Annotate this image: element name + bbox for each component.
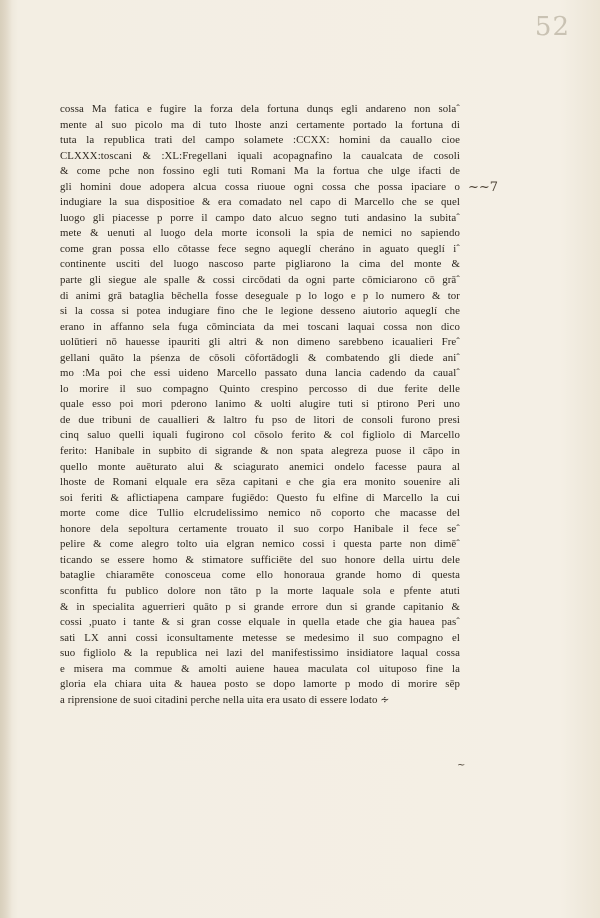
text-line: cossi ,puato i tante & si gran cosse elquale in quella etade che gia hauea pasˆ xyxy=(60,616,460,629)
text-line: mente al suo picolo ma di tuto lhoste anzi certamente portado la fortuna di xyxy=(60,118,460,131)
text-line: quale esso poi mori pderono lanimo & uolti alugire tuti si ptirono Peri uno xyxy=(60,398,460,411)
text-line: cossa Ma fatica e fugire la forza dela fortuna dunqs egli andareno non solaˆ xyxy=(60,103,460,115)
text-line: continente usciti del luogo nascoso parte pigliarono la cima del monte & xyxy=(60,258,460,271)
text-line: suo figliolo & la republica nei lazi del manifestissimo insidiatore laqual cossa xyxy=(60,647,460,660)
text-line: luogo gli piacesse p porre il campo dato alcuo segno tuti andasino la subitaˆ xyxy=(60,211,460,224)
text-line: tuta la republica trati del campo solamete :CCXX: homini da cauallo cioe xyxy=(60,134,460,147)
text-line: CLXXX:toscani & :XL:Fregellani iquali acopagnafino la caualcata de cosoli xyxy=(60,149,460,162)
text-line: cinq saluo quelli iquali fugirono col cōsolo ferito & col figliolo di Marcello xyxy=(60,429,460,442)
text-line: indugiare la sua dispositioe & era comadato nel capo di Marcello che se quel xyxy=(60,196,460,209)
text-line: lo morire il suo compagno Quinto crespino percosso di due ferite delle xyxy=(60,382,460,395)
end-mark: ~ xyxy=(457,760,466,771)
text-line: honore dela sepoltura certamente trouato il suo corpo Hanibale il fece seˆ xyxy=(60,522,460,535)
text-line: si la cossa si potea indugiare fino che le legione desseno aiutorio aqueglí che xyxy=(60,305,460,318)
text-line: parte gli siegue ale spalle & cossi circōdati da ogni parte cōmiciarono cō grāˆ xyxy=(60,274,460,287)
text-line: ferito: Hanibale in supbito di sigrande & non spata alegreza puose il cāpo in xyxy=(60,445,460,458)
text-line: & come pche non fossino egli tuti Romani Ma la fortua che ulge ifacti de xyxy=(60,165,460,178)
text-line: come gran possa ello cōtasse fece segno aqueglí cheráno in aguato queglí iˆ xyxy=(60,242,460,255)
text-line: & in specialita aguerrieri quāto p si grande errore dun si grande capitanio & xyxy=(60,600,460,613)
text-line: sconfitta fu publico dolore non tāto p la morte laquale sola e pfente atuti xyxy=(60,584,460,597)
text-line: erano in affanno sela fuga cōminciata da mei toscani laquai cossa non dico xyxy=(60,320,460,333)
text-line: di animi grā bataglia bēchella fosse deseguale p lo logo e p lo numero & tor xyxy=(60,289,460,302)
folio-number: 52 xyxy=(534,12,570,42)
text-line: ticando se essere homo & stimatore sufficiēte del suo honore della uirtu dele xyxy=(60,553,460,566)
text-line: pelire & come alegro tolto uia elgran nemico cossi i questa parte non dimēˆ xyxy=(60,538,460,551)
text-line: gellani quāto la pśenza de cōsoli cōfortādogli & combatendo gli diede aniˆ xyxy=(60,351,460,364)
text-line: mo :Ma poi che essi uideno Marcello passato duna lancia cadendo da caualˆ xyxy=(60,367,460,380)
text-line: e misera ma commue & amolti auiene hauea maculata col uituposo fine la xyxy=(60,662,460,675)
text-line: morte come dice Tullio elcrudelissimo nemico nō coporto che macasse del xyxy=(60,507,460,520)
body-text xyxy=(60,102,460,708)
text-line: lhoste de Romani elquale era sēza capitani e che gia era monito souenire ali xyxy=(60,476,460,489)
text-line: de due tribuni de cauallieri & laltro fu pso de litori de consoli furono presi xyxy=(60,413,460,426)
text-line: soi feriti & aflictiapena campare fugiēdo: Questo fu elfine di Marcello la cui xyxy=(60,491,460,504)
text-line: gloria ela chiara uita & hauea posto se dopo lamorte p modo di morire sēp xyxy=(60,678,460,691)
text-line: quello monte auēturato alui & sciagurato anemici ondelo facesse paura al xyxy=(60,460,460,473)
text-line: mete & uenuti al luogo dela morte iconsoli la spia de nemici no sapiendo xyxy=(60,227,460,240)
text-line: a riprensione de suoi citadini perche nella uita era usato di essere lodato ∻ xyxy=(60,693,390,706)
text-line: gli homini doue adopera alcua cossa riuoue ogni cossa che possa ipaciare o xyxy=(60,180,460,193)
text-line: sati LX anni cossi iconsultamente metesse se medesimo il suo compagno el xyxy=(60,631,460,644)
text-line: bataglie chiaramēte conosceua come ello honoraua grande homo di questa xyxy=(60,569,460,582)
marginal-mark: ~~7 xyxy=(468,180,499,195)
page-edge-shadow xyxy=(0,0,12,918)
text-line: uolūtieri nō hauesse ipauriti gli altri & non dimeno sarebbeno icaualieri Freˆ xyxy=(60,336,460,349)
